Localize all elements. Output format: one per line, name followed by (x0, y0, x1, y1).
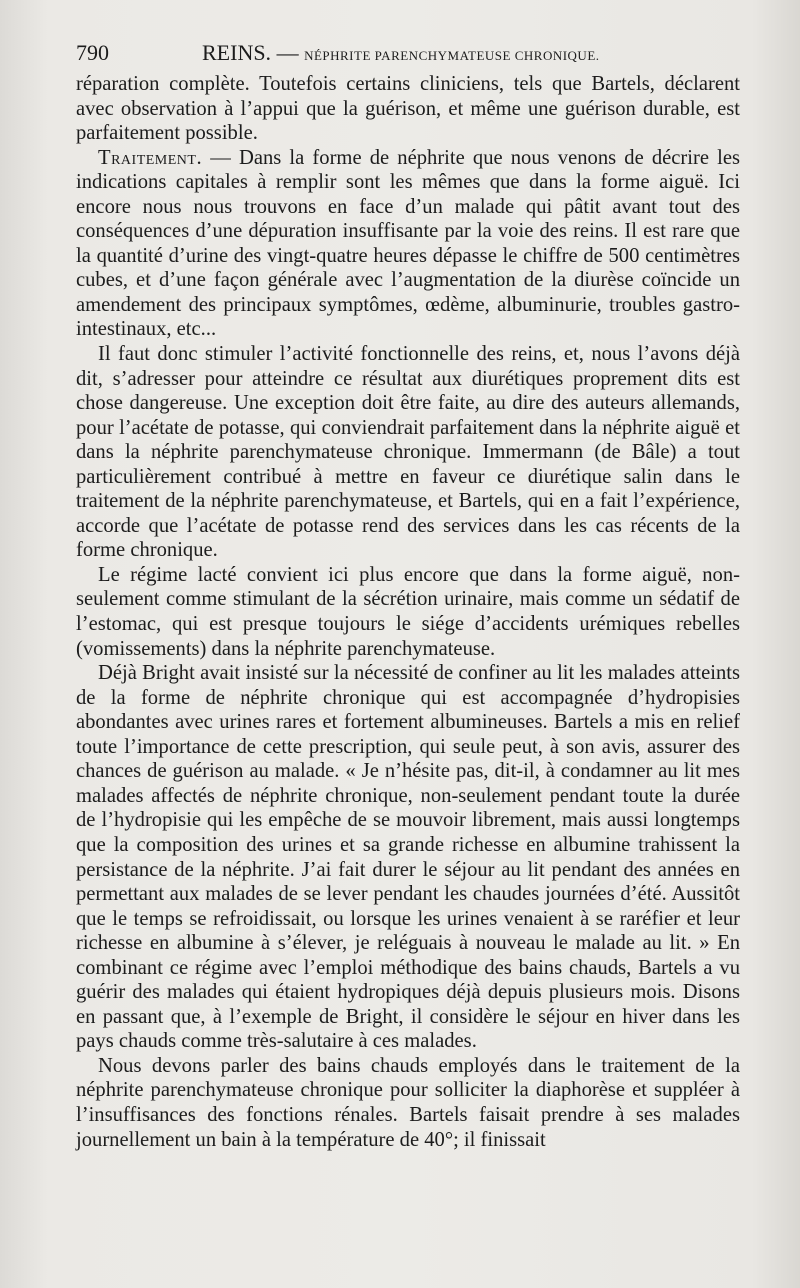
page-number: 790 (76, 40, 109, 65)
paragraph-3 (76, 342, 740, 563)
running-title-main: REINS. (202, 40, 272, 65)
paragraph-2 (76, 146, 740, 342)
section-lead: Traitement. (98, 146, 203, 169)
paragraph-text: réparation complète. Toutefois certains cliniciens, tels que Bartels, déclarent avec observation à l’appui que la guérison, et même une guérison durable, est parfaitement possible. (76, 73, 740, 145)
paragraph-5 (76, 661, 740, 1054)
paragraph-text: — Dans la forme de néphrite que nous venons de décrire les indications capitales à remplir sont les mêmes que dans la forme aiguë. Ici encore nous nous trouvons en face d’un malade qui pâtit avant tout des conséquences d’une dépuration insuffisante par la voie des reins. Il est rare que la quantité d’urine des vingt-quatre heures dépasse le chiffre de 500 centimètres cubes, et d’une façon générale avec l’augmentation de la diurèse coïncide un amendement des principaux symptômes, œdème, albuminurie, troubles gastro-intestinaux, etc... (76, 146, 740, 341)
paragraph-4 (76, 563, 740, 661)
running-title-dash: — (276, 40, 299, 65)
body-text (76, 72, 740, 1152)
paragraph-text: Il faut donc stimuler l’activité fonctionnelle des reins, et, nous l’avons déjà dit, s’adresser pour atteindre ce résultat aux diurétiques proprement dits est chose dangereuse. Une exception doit être faite, au dire des auteurs allemands, pour l’acétate de potasse, qui conviendrait parfaitement dans la néphrite aiguë et dans la néphrite parenchymateuse chronique. Immermann (de Bâle) a tout particulièrement contribué à mettre en faveur ce diurétique salin dans le traitement de la néphrite parenchymateuse, et Bartels, qui en a fait l’expérience, accorde que l’acétate de potasse rend des services dans les cas récents de la forme chronique. (76, 343, 740, 562)
paragraph-1 (76, 72, 740, 146)
running-title (202, 38, 600, 71)
paragraph-6 (76, 1054, 740, 1152)
paragraph-text: Nous devons parler des bains chauds employés dans le traitement de la néphrite parenchymateuse chronique pour solliciter la diaphorèse et suppléer à l’insuffisances des fonctions rénales. Bartels faisait prendre à ses malades journellement un bain à la température de 40°; il finissait (76, 1054, 740, 1151)
running-header (76, 38, 740, 68)
running-title-sub: NÉPHRITE PARENCHYMATEUSE CHRONIQUE. (304, 48, 600, 63)
paragraph-text: Déjà Bright avait insisté sur la nécessité de confiner au lit les malades atteints de la forme de néphrite chronique qui est accompagnée d’hydropisies abondantes avec urines rares et fortement albumineuses. Bartels a mis en relief toute l’importance de cette prescription, qui seule peut, à son avis, assurer des chances de guérison au malade. « Je n’hésite pas, dit-il, à condamner au lit mes malades affectés de néphrite chronique, non-seulement pendant toute la durée de l’hydropisie qui les empêche de se mouvoir librement, mais aussi longtemps que la composition des urines et sa grande richesse en albumine trahissent la persistance de la néphrite. J’ai fait durer le séjour au lit pendant des années en permettant aux malades de se lever pendant les chaudes journées d’été. Aussitôt que le temps se refroidissait, ou lorsque les urines venaient à se raréfier et leur richesse en albumine à s’élever, je reléguais à nouveau le malade au lit. » En combinant ce régime avec l’emploi méthodique des bains chauds, Bartels a vu guérir des malades qui étaient hydropiques déjà depuis plusieurs mois. Disons en passant que, à l’exemple de Bright, il considère le séjour en hiver dans les pays chauds comme très-salutaire à ces malades. (76, 662, 740, 1053)
paragraph-text: Le régime lacté convient ici plus encore que dans la forme aiguë, non-seulement comme stimulant de la sécrétion urinaire, mais comme un sédatif de l’estomac, qui est presque toujours le siége d’accidents urémiques rebelles (vomissements) dans la néphrite parenchymateuse. (76, 563, 740, 660)
